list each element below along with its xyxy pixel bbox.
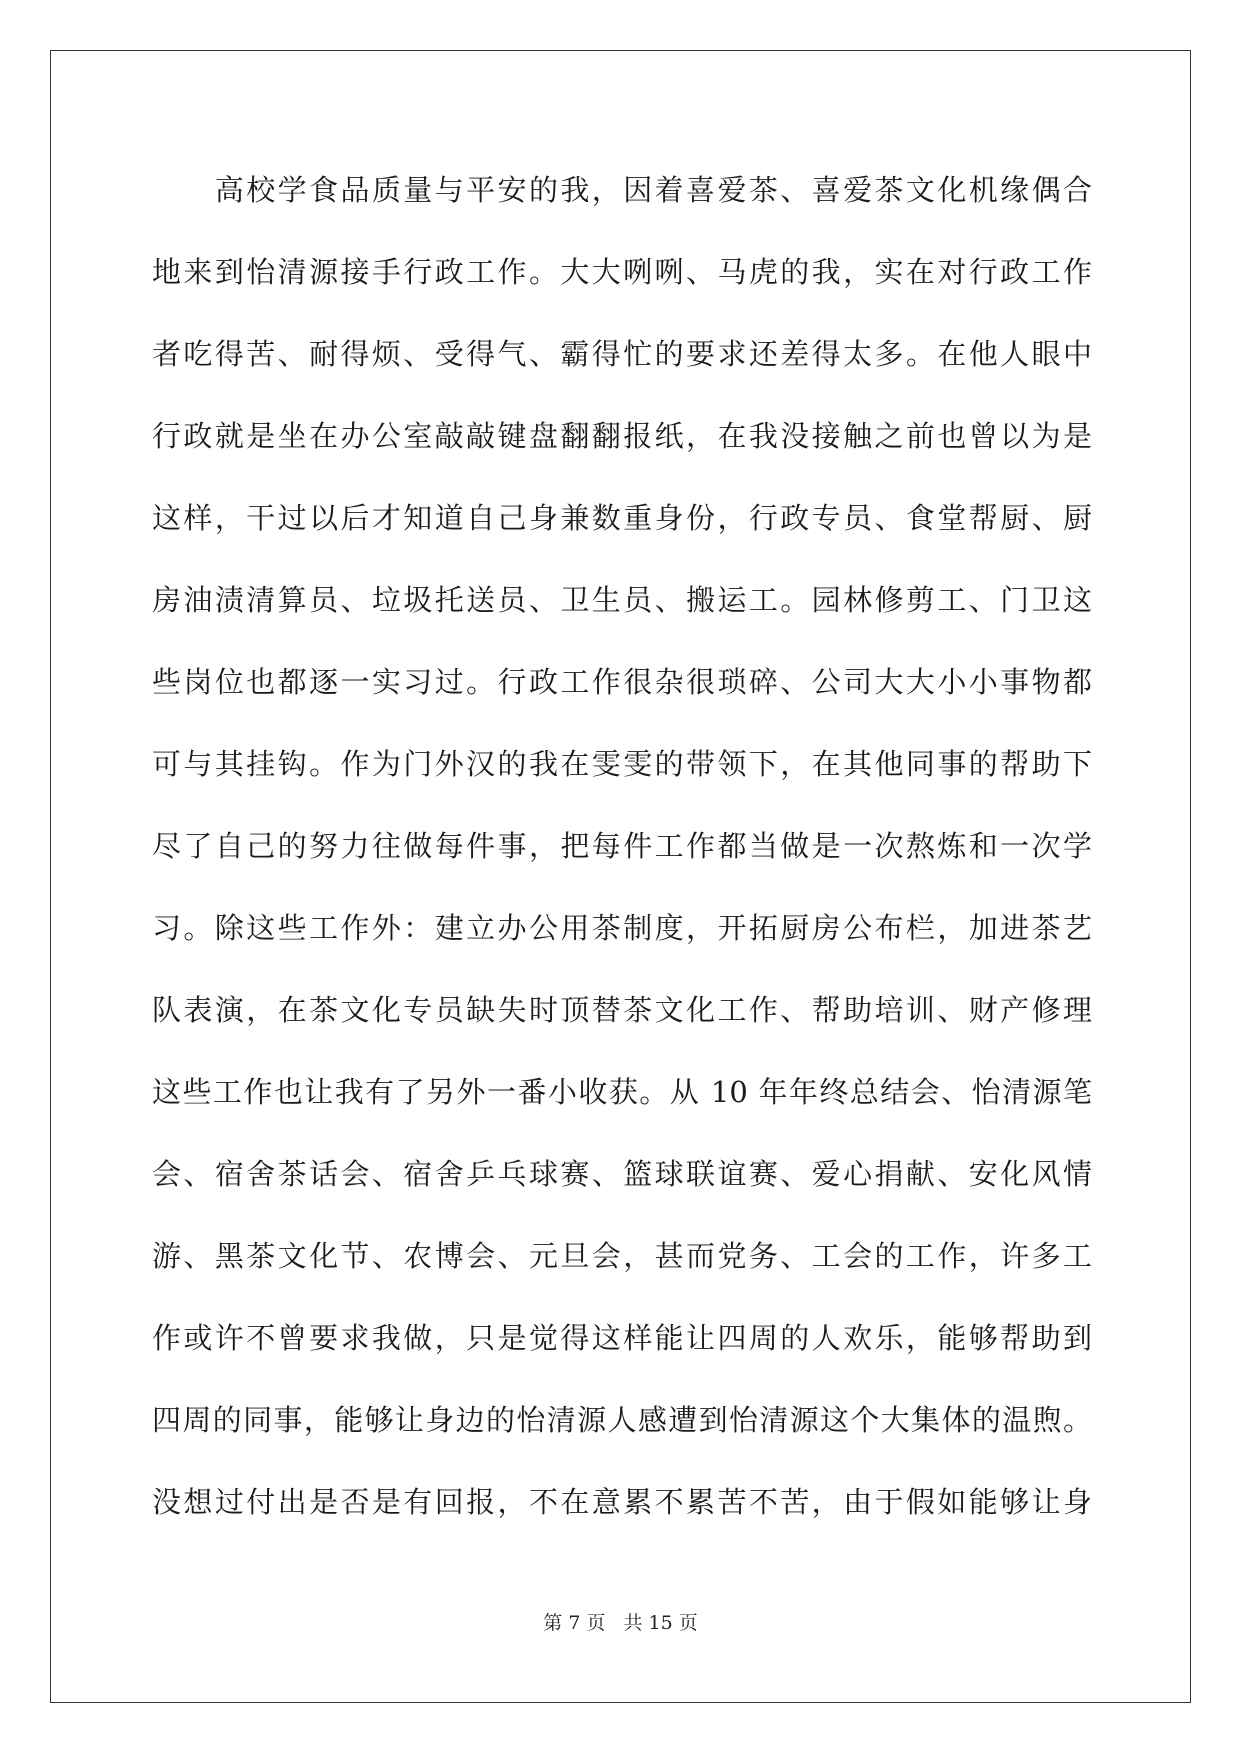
text-line: 习。除这些工作外：建立办公用茶制度，开拓厨房公布栏，加进茶艺 — [152, 911, 1092, 945]
text-line: 地来到怡清源接手行政工作。大大咧咧、马虎的我，实在对行政工作 — [152, 255, 1092, 289]
page-number: 第 7 页 — [543, 1612, 606, 1634]
text-line: 这些工作也让我有了另外一番小收获。从 10 年年终总结会、怡清源笔 — [152, 1075, 1092, 1109]
text-line: 些岗位也都逐一实习过。行政工作很杂很琐碎、公司大大小小事物都 — [152, 665, 1092, 699]
text-line: 尽了自己的努力往做每件事，把每件工作都当做是一次熬炼和一次学 — [152, 829, 1092, 863]
document-body — [152, 160, 1092, 1554]
text-line: 游、黑茶文化节、农博会、元旦会，甚而党务、工会的工作，许多工 — [152, 1239, 1092, 1273]
text-line: 者吃得苦、耐得烦、受得气、霸得忙的要求还差得太多。在他人眼中 — [152, 337, 1092, 371]
text-line: 没想过付出是否是有回报，不在意累不累苦不苦，由于假如能够让身 — [152, 1485, 1092, 1519]
text-line: 四周的同事，能够让身边的怡清源人感遭到怡清源这个大集体的温煦。 — [152, 1403, 1092, 1437]
text-line: 行政就是坐在办公室敲敲键盘翻翻报纸，在我没接触之前也曾以为是 — [152, 419, 1092, 453]
text-line: 可与其挂钩。作为门外汉的我在雯雯的带领下，在其他同事的帮助下 — [152, 747, 1092, 781]
text-line: 作或许不曾要求我做，只是觉得这样能让四周的人欢乐，能够帮助到 — [152, 1321, 1092, 1355]
text-line: 会、宿舍茶话会、宿舍乒乓球赛、篮球联谊赛、爱心捐献、安化风情 — [152, 1157, 1092, 1191]
text-line: 房油渍清算员、垃圾托送员、卫生员、搬运工。园林修剪工、门卫这 — [152, 583, 1092, 617]
page-total: 共 15 页 — [623, 1612, 698, 1634]
text-line: 这样，干过以后才知道自己身兼数重身份，行政专员、食堂帮厨、厨 — [152, 501, 1092, 535]
page-footer — [0, 1608, 1241, 1635]
text-line: 队表演，在茶文化专员缺失时顶替茶文化工作、帮助培训、财产修理 — [152, 993, 1092, 1027]
text-line: 高校学食品质量与平安的我，因着喜爱茶、喜爱茶文化机缘偶合 — [152, 173, 1092, 207]
